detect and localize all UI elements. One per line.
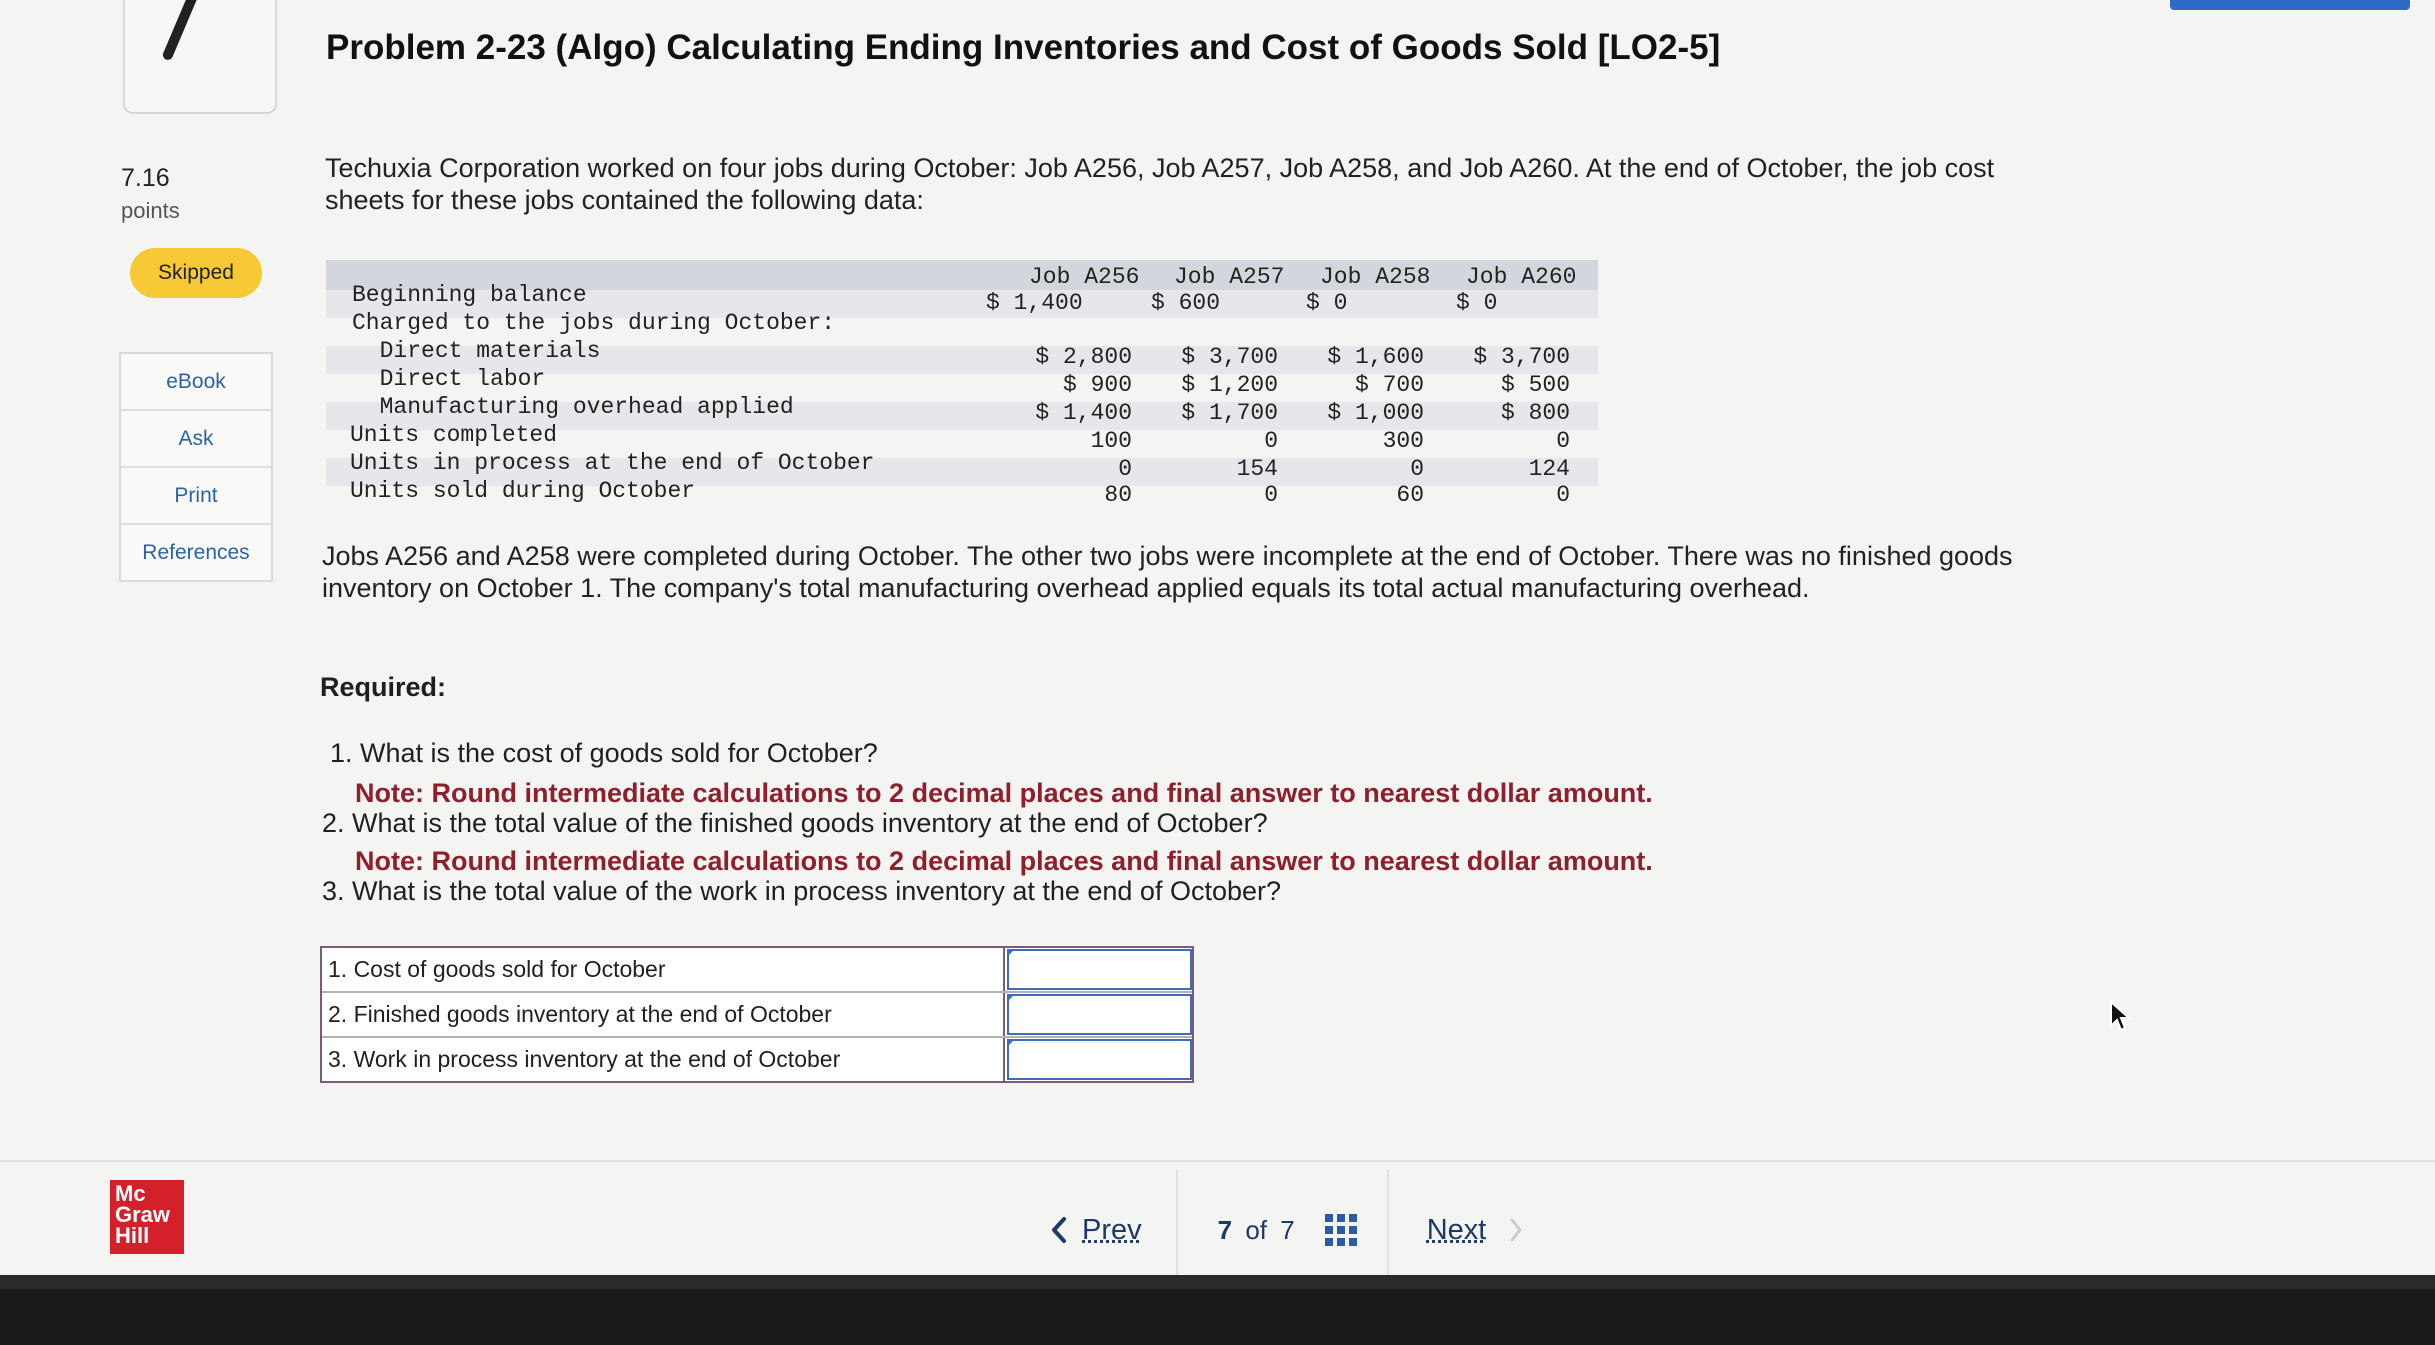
table-cell: 60: [1396, 482, 1424, 508]
table-cell: 0: [1556, 428, 1570, 454]
table-row: [322, 993, 1192, 1038]
side-menu: [119, 352, 273, 582]
sidebar-item-ebook[interactable]: eBook: [121, 354, 271, 411]
required-heading: Required:: [320, 672, 447, 702]
table-cell: $ 1,000: [1327, 400, 1424, 426]
page-title: Problem 2-23 (Algo) Calculating Ending Inventories and Cost of Goods Sold [LO2-5]: [326, 28, 1721, 67]
top-right-button[interactable]: [2170, 0, 2410, 10]
points-label: points: [121, 198, 180, 223]
table-cell: 80: [1104, 482, 1132, 508]
table-cell: 100: [1090, 428, 1132, 454]
sidebar-item-ask[interactable]: Ask: [121, 411, 271, 468]
table-cell: $ 3,700: [1473, 344, 1570, 370]
next-button[interactable]: [1389, 1170, 1555, 1290]
prev-button[interactable]: [1020, 1170, 1178, 1290]
answer-table: [320, 946, 1194, 1083]
row-label: Beginning balance: [352, 282, 587, 308]
table-row: [322, 1038, 1192, 1081]
table-cell: $ 700: [1354, 372, 1424, 398]
table-cell: 0: [1118, 456, 1132, 482]
question-2: 2. What is the total value of the finished goods inventory at the end of October?: [322, 808, 1268, 838]
grid-icon[interactable]: [1325, 1214, 1357, 1246]
problem-intro: Techuxia Corporation worked on four jobs during October: Job A256, Job A257, Job A258, and Job A260. At the end of October, the job cost sheets for these jobs contained the following data:: [325, 153, 1995, 215]
row-label: Charged to the jobs during October:: [352, 310, 836, 336]
column-header: Job A260: [1466, 264, 1577, 290]
slash-icon: [161, 0, 202, 61]
row-label: Units in process at the end of October: [350, 450, 875, 476]
wip-answer-input[interactable]: [1007, 1039, 1192, 1080]
prev-label: Prev: [1082, 1213, 1142, 1246]
page-of: of: [1245, 1214, 1268, 1245]
column-header: Job A257: [1174, 264, 1285, 290]
row-label: Units sold during October: [350, 478, 696, 504]
column-header: Job A256: [1029, 264, 1140, 290]
question-tile: [123, 0, 277, 114]
status-badge: Skipped: [130, 248, 262, 298]
table-cell: $ 1,400: [1035, 400, 1132, 426]
cogs-answer-input[interactable]: [1007, 949, 1192, 990]
sidebar-item-print[interactable]: Print: [121, 468, 271, 525]
answer-label: 3. Work in process inventory at the end of October: [322, 1038, 1005, 1081]
table-cell: $ 500: [1500, 372, 1570, 398]
answer-label: 2. Finished goods inventory at the end of October: [322, 993, 1005, 1036]
question-1: 1. What is the cost of goods sold for October?: [330, 738, 878, 768]
question-1-note: Note: Round intermediate calculations to 2 decimal places and final answer to nearest dollar amount.: [355, 778, 1653, 808]
table-cell: $ 1,600: [1327, 344, 1424, 370]
table-cell: $ 900: [1062, 372, 1132, 398]
table-cell: $ 1,700: [1181, 400, 1278, 426]
points-value: 7.16: [121, 164, 170, 192]
table-cell: $ 0: [1456, 290, 1498, 316]
table-cell: $ 2,800: [1035, 344, 1132, 370]
table-cell: $ 800: [1500, 400, 1570, 426]
mcgraw-hill-logo: Mc Graw Hill: [110, 1180, 184, 1254]
page-total: 7: [1280, 1214, 1295, 1245]
chevron-left-icon: [1050, 1216, 1068, 1244]
sidebar-item-references[interactable]: References: [142, 540, 250, 564]
finished-goods-answer-input[interactable]: [1007, 994, 1192, 1035]
chevron-right-icon: [1508, 1217, 1524, 1243]
pager: [1020, 1170, 1554, 1290]
table-cell: 0: [1264, 482, 1278, 508]
table-cell: $ 1,200: [1181, 372, 1278, 398]
column-header: Job A258: [1320, 264, 1431, 290]
question-3: 3. What is the total value of the work in process inventory at the end of October?: [322, 876, 1282, 906]
table-cell: 154: [1236, 456, 1278, 482]
table-cell: $ 1,400: [986, 290, 1083, 316]
page-indicator[interactable]: [1178, 1170, 1389, 1290]
table-cell: 0: [1264, 428, 1278, 454]
row-label: Direct materials: [352, 338, 601, 364]
problem-body: Jobs A256 and A258 were completed during October. The other two jobs were incomplete at the end of October. There was no finished goods inventory on October 1. The company's total manufacturing overhead applied equals its total actual manufacturing overhead.: [322, 541, 2013, 603]
table-row: [322, 948, 1192, 993]
next-label: Next: [1426, 1213, 1487, 1246]
row-label: Units completed: [350, 422, 558, 448]
table-cell: 0: [1410, 456, 1424, 482]
table-cell: $ 600: [1151, 290, 1221, 316]
row-label: Manufacturing overhead applied: [352, 394, 794, 420]
table-cell: 0: [1556, 482, 1570, 508]
question-2-note: Note: Round intermediate calculations to 2 decimal places and final answer to nearest dollar amount.: [355, 846, 1653, 876]
table-cell: $ 3,700: [1181, 344, 1278, 370]
job-cost-table: [326, 260, 1598, 514]
table-cell: 124: [1528, 456, 1570, 482]
table-cell: 300: [1382, 428, 1424, 454]
row-label: Direct labor: [352, 366, 546, 392]
page-current: 7: [1217, 1214, 1233, 1245]
table-cell: $ 0: [1306, 290, 1348, 316]
answer-label: 1. Cost of goods sold for October: [322, 948, 1005, 991]
footer-divider: [0, 1160, 2435, 1162]
screen-bezel-edge: [0, 1275, 2435, 1289]
mouse-pointer-icon: [2109, 1000, 2131, 1034]
